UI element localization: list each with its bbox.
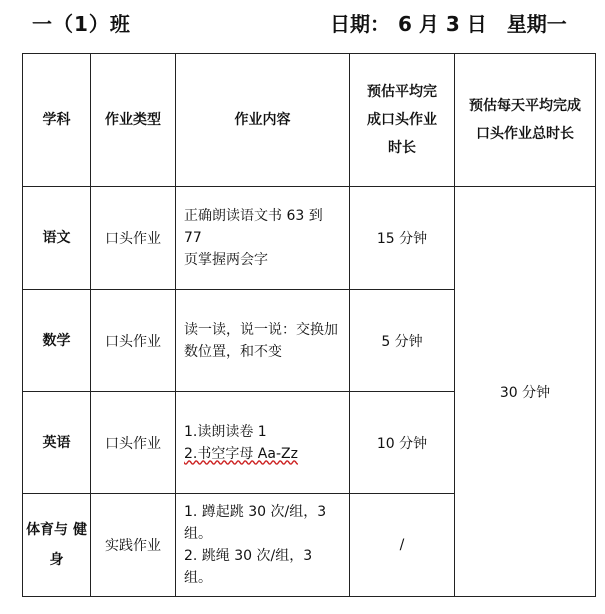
- type-cell: 实践作业: [91, 494, 176, 597]
- header-avg-time-line: 时长: [388, 140, 416, 156]
- date-value: 6 月 3 日: [398, 12, 487, 36]
- page-header: [0, 0, 605, 50]
- type-cell: 口头作业: [91, 392, 176, 494]
- subject-cell: [23, 290, 91, 392]
- header-avg-time-line: 预估平均完: [367, 84, 437, 100]
- duration-cell: 5 分钟: [350, 290, 455, 392]
- subject-label: 健身: [49, 522, 87, 568]
- header-total-time-line: 口头作业总时长: [476, 126, 574, 142]
- subject-cell: [23, 187, 91, 290]
- total-time-cell: 30 分钟: [455, 187, 596, 597]
- header-avg-time: [350, 54, 455, 187]
- content-line: 1.读朗读卷 1: [184, 423, 267, 440]
- date-line: [330, 8, 567, 37]
- weekday: 星期一: [506, 12, 567, 36]
- content-cell: [176, 392, 350, 494]
- subject-label: 英语: [42, 434, 71, 451]
- duration-cell: 10 分钟: [350, 392, 455, 494]
- header-total-time: [455, 54, 596, 187]
- date-label: 日期：: [330, 12, 390, 36]
- content-line: 2.书空字母 Aa-Zz: [184, 445, 298, 462]
- table-header-row: [23, 54, 596, 187]
- subject-cell: [23, 392, 91, 494]
- class-name: 一（1）班: [32, 12, 131, 36]
- subject-cell: [23, 494, 91, 597]
- content-line: 读一读，说一说：交换加: [184, 321, 338, 338]
- content-line: 页掌握两会字: [184, 252, 268, 268]
- content-line: 2. 跳绳 30 次/组，3 组。: [184, 548, 313, 586]
- subject-label: 数学: [42, 332, 71, 349]
- header-subject: 学科: [23, 54, 91, 187]
- content-cell: [176, 494, 350, 597]
- content-cell: [176, 290, 350, 392]
- subject-label: 体育与: [26, 522, 69, 538]
- subject-label: 语文: [42, 230, 71, 246]
- content-line: 1. 蹲起跳 30 次/组，3 组。: [184, 504, 327, 542]
- header-avg-time-line: 成口头作业: [367, 112, 437, 128]
- homework-table: [22, 53, 596, 597]
- table-row: [23, 187, 596, 290]
- header-type: 作业类型: [91, 54, 176, 187]
- content-cell: [176, 187, 350, 290]
- header-total-time-line: 预估每天平均完成: [469, 98, 581, 114]
- type-cell: 口头作业: [91, 187, 176, 290]
- content-line: 正确朗读语文书 63 到 77: [184, 208, 323, 246]
- header-content: 作业内容: [176, 54, 350, 187]
- duration-cell: /: [350, 494, 455, 597]
- duration-cell: 15 分钟: [350, 187, 455, 290]
- content-line: 数位置，和不变: [184, 343, 282, 360]
- type-cell: 口头作业: [91, 290, 176, 392]
